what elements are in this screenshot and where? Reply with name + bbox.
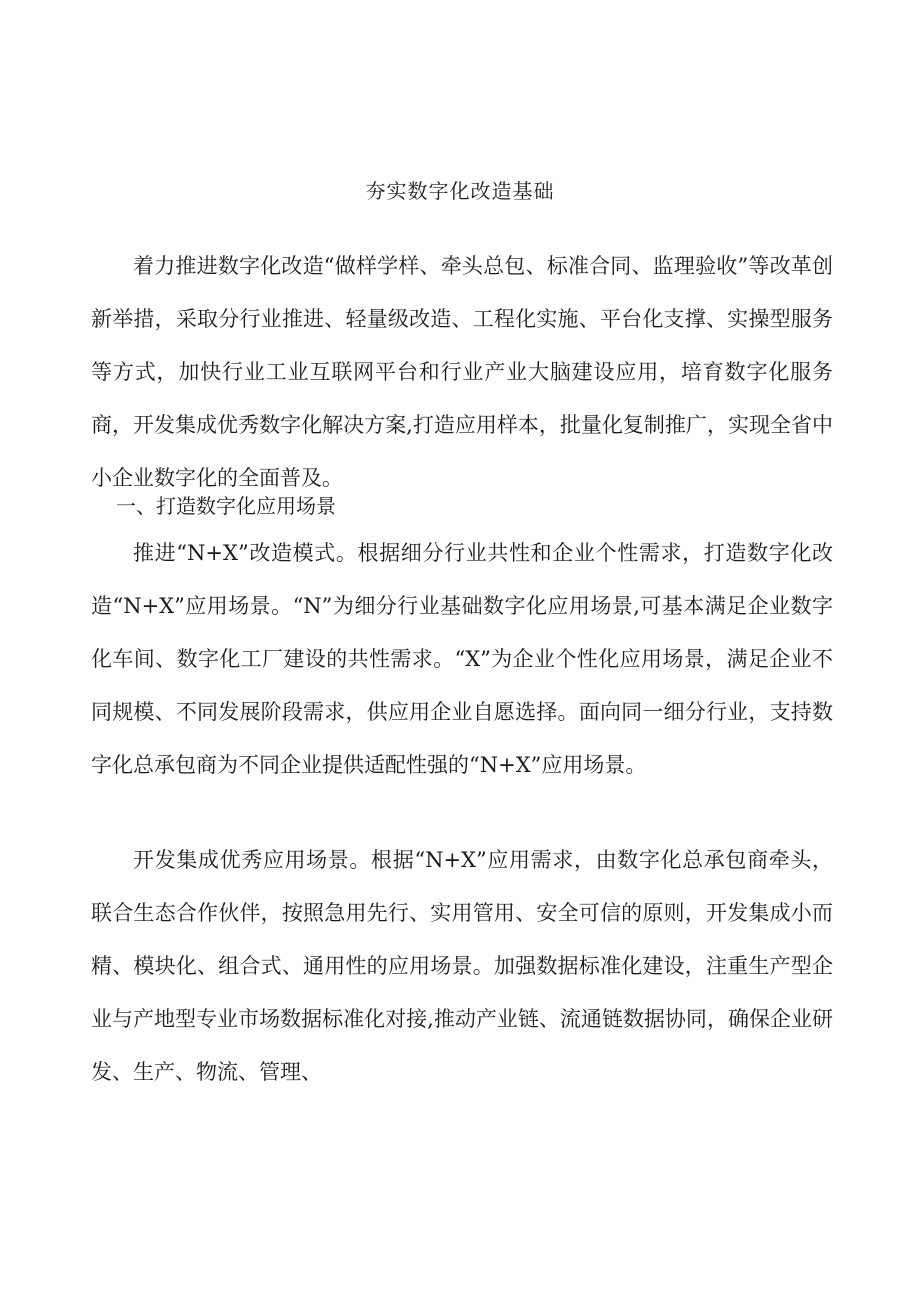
paragraph-2: 推进“N+X”改造模式。根据细分行业共性和企业个性需求，打造数字化改造“N+X”应用场景。“N”为细分行业基础数字化应用场景,可基本满足企业数字化车间、数字化工厂建设的共性需求。“X”为企业个性化应用场景，满足企业不同规模、不同发展阶段需求，供应用企业自愿选择。面向同一细分行业，支持数字化总承包商为不同企业提供适配性强的“N+X”应用场景。 — [91, 541, 833, 777]
paragraph-2-block — [91, 527, 833, 792]
paragraph-1: 着力推进数字化改造“做样学样、牵头总包、标准合同、监理验收”等改革创新举措，采取分行业推进、轻量级改造、工程化实施、平台化支撑、实操型服务等方式，加快行业工业互联网平台和行业产业大脑建设应用，培育数字化服务商，开发集成优秀数字化解决方案,打造应用样本，批量化复制推广，实现全省中小企业数字化的全面普及。 — [91, 254, 833, 490]
paragraph-3-block — [91, 834, 833, 1099]
section-heading: 一、打造数字化应用场景 — [116, 494, 336, 518]
paragraph-1-block — [91, 240, 833, 505]
document-title: 夯实数字化改造基础 — [365, 179, 555, 203]
paragraph-3: 开发集成优秀应用场景。根据“N+X”应用需求，由数字化总承包商牵头，联合生态合作伙伴，按照急用先行、实用管用、安全可信的原则，开发集成小而精、模块化、组合式、通用性的应用场景。加强数据标准化建设，注重生产型企业与产地型专业市场数据标准化对接,推动产业链、流通链数据协同，确保企业研发、生产、物流、管理、 — [91, 848, 833, 1084]
